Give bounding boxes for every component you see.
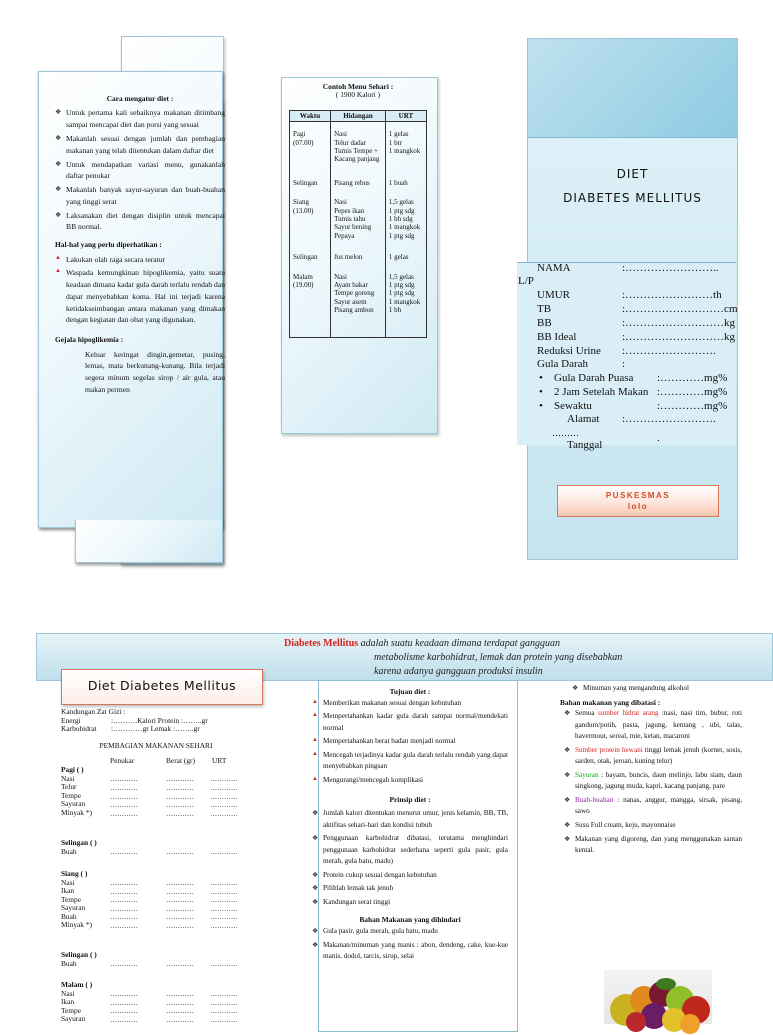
dot-leader: ………… [210, 913, 238, 921]
form-label-bb: BB [537, 317, 552, 329]
form-value-reduksi: :……………………. [622, 345, 716, 357]
fruit-icon [604, 970, 712, 1030]
meal-items: Buah [61, 846, 77, 856]
meal-selingan2 [61, 951, 97, 968]
form-label-reduksi: Reduksi Urine [537, 345, 601, 357]
list-item [564, 745, 742, 768]
list-item: ❖ Untuk mendapatkan variasi menu, gunakanlah daftar penukar [55, 159, 225, 183]
item-text: :nasi, nasi tim, bubur, roti gandum/putih, pasta, jagung, kentang , ubi, talas, havermout, sereal, mie, ketan, macaroni [575, 709, 742, 741]
meal-items: Buah [61, 958, 77, 968]
menu-content [289, 82, 427, 338]
dot-leader: ………… [110, 1007, 138, 1015]
list-item: ▲ Mencegah terjadinya kadar gula darah terlalu rendah yang dapat menyebabkan pingsan [312, 750, 508, 773]
dot-leader: ………… [166, 990, 194, 998]
banner-text1: adalah suatu keadaan dimana terdapat gangguan [358, 638, 560, 649]
hypoglycemia-text: Keluar keringat dingin,gemetar, pusing, lemas, mata berkunang-kunang. Bila terjadi segera minum segelas sirop / air gula, atau makan permen [85, 349, 225, 394]
dot-leader: ………… [166, 888, 194, 896]
dot-leader: ………… [210, 793, 238, 801]
item-text: Semua [575, 709, 598, 718]
form-value-nama: :…………………….. [622, 262, 719, 274]
dot-leader: ………… [210, 896, 238, 904]
dot-leader: ………… [110, 913, 138, 921]
cover-title-dm: DIABETES MELLITUS [563, 191, 702, 205]
dibatasi-content [560, 683, 742, 859]
dot-leader: ………… [166, 810, 194, 818]
table-cell: Nasi Telur dadar Tumis Tempe + Kacang panjang [331, 122, 386, 169]
meal-selingan1 [61, 839, 97, 856]
dot-leader: ………… [110, 896, 138, 904]
form-label-sewaktu: Sewaktu [554, 400, 592, 412]
table-cell: Malam (19.00) [290, 267, 331, 337]
dihindari-heading: Bahan Makanan yang dihindari [359, 915, 461, 925]
col-header-penukar: Penukar [110, 756, 135, 765]
cover-top-band [528, 39, 737, 138]
prinsip-list [312, 808, 508, 908]
table-cell: Jus melon [331, 245, 386, 266]
meal-malam [61, 981, 92, 1024]
karbo-label: Karbohidrat [61, 724, 97, 734]
dot-leader: ………… [210, 922, 238, 930]
dot-leader: ………… [166, 922, 194, 930]
list-item: ❖ Makanlah sesuai dengan jumlah dan pembagian makanan yang telah ditentukan dalam daftar diet [55, 133, 225, 157]
bullet-icon: • [539, 386, 543, 398]
dot-leader: ………… [210, 775, 238, 783]
dot-leader: ………… [110, 848, 138, 856]
item-text: : bayam, buncis, daun melinjo, labu siam, daun singkong, jagung muda, kapri, kacang panjang, pare [575, 770, 742, 791]
form-label-gdp: Gula Darah Puasa [554, 372, 634, 384]
dot-leader: ………… [166, 1016, 194, 1024]
list-item: ❖ Penggunaan karbohidrat dibatasi, terutama menghindari penggunaan karbohidrat sederhana seperti gula pasir, gula merah, gula batu, madu) [312, 833, 508, 868]
list-item [564, 708, 742, 743]
meal-label: Selingan ( ) [61, 838, 97, 847]
puskesmas-badge [557, 485, 719, 517]
dot-leader: ………… [110, 775, 138, 783]
item-text: tinggi lemak jenuh (kornet, sosis, sarden, otak, jeroan, kuning telur) [575, 745, 742, 766]
dot-leader: ………… [166, 784, 194, 792]
table-row [290, 192, 427, 245]
meal-items: Nasi Ikan Tempe Sayuran [61, 988, 86, 1024]
list-item: ❖ Protein cukup sesuai dengan kebutuhan [312, 870, 508, 882]
form-label-alamat: Alamat [567, 413, 600, 425]
dot-leader: ………… [210, 905, 238, 913]
list-item: ❖ Makanan/minuman yang manis : abon, dendeng, cake, kue-kue manis, dodol, tarcis, sirup, selai [312, 940, 508, 963]
section-title: Diet Diabetes Mellitus [61, 669, 263, 705]
dot-leader: ………… [110, 888, 138, 896]
dibatasi-heading: Bahan makanan yang dibatasi : [560, 697, 661, 707]
dot-leader: ………… [110, 879, 138, 887]
list-item: ▲ Mempertahankan berat badan menjadi normal [312, 736, 508, 748]
list-item [564, 795, 742, 818]
form-label-tanggal: Tanggal [567, 439, 603, 451]
nutrition-info [61, 708, 261, 750]
form-value-gula: : [622, 358, 626, 370]
table-cell: 1 gelas 1 btr 1 mangkok [385, 122, 426, 169]
energi-label: Energi [61, 715, 81, 725]
table-cell: Pisang rebus [331, 169, 386, 192]
cover-title-diet: DIET [616, 167, 649, 181]
dot-leader: ………… [210, 999, 238, 1007]
item-highlight: Sumber protein hewani [575, 745, 643, 754]
table-cell: 1,5 gelas 1 ptg sdg 1 bh sdg 1 mangkok 1 ptg sdg [385, 192, 426, 245]
table-cell: 1 gelas [385, 245, 426, 266]
tips-content [55, 93, 225, 396]
table-row [290, 169, 427, 192]
alkohol-list [560, 683, 742, 695]
table-cell: Nasi Pepes ikan Tumis tahu Sayur bening Pepaya [331, 192, 386, 245]
list-item: ❖ Makanan yang digoreng, dan yang menggunakan santan kental. [564, 834, 742, 857]
form-value-tanggal: . [657, 432, 660, 444]
list-item: ❖ Jumlah kalori ditentukan menurut umur, jenis kelamin, BB, TB, aktifitas sehari-hari dan kondisi tubuh [312, 808, 508, 831]
item-highlight: sumber hidrat arang [597, 709, 659, 718]
dot-leader: ………… [110, 784, 138, 792]
meal-pagi [61, 766, 92, 817]
dot-leader: ………… [166, 775, 194, 783]
col-header-hidangan: Hidangan [331, 110, 386, 121]
list-item: ❖ Laksanakan diet dengan disiplin untuk mencapai BB normal. [55, 210, 225, 234]
form-label-gula: Gula Darah [537, 358, 589, 370]
table-row [290, 267, 427, 337]
table-cell: 1 buah [385, 169, 426, 192]
form-value-gd2: :…………mg% [657, 386, 728, 398]
item-highlight: Buah-buahan [575, 795, 614, 804]
dot-leader: ………… [110, 801, 138, 809]
list-item: ❖ Gula pasir, gula merah, gula batu, madu [312, 926, 508, 938]
form-label-tb: TB [537, 303, 552, 315]
energi-value: :……….Kalori Protein :……..gr [111, 715, 208, 725]
dibatasi-list [560, 708, 742, 856]
fruit-image [604, 970, 712, 1024]
menu-subtitle: ( 1900 Kalori ) [335, 90, 381, 99]
karbo-row [61, 725, 261, 734]
dot-leader: ………… [166, 913, 194, 921]
tips-list [55, 107, 225, 233]
dot-leader: ………… [166, 999, 194, 1007]
dot-leader: ………… [210, 1007, 238, 1015]
list-item: ▲ Mempertahankan kadar gula darah sampai normal/mendekati normal [312, 711, 508, 734]
dihindari-list [312, 926, 508, 966]
col-header-urt: URT [212, 756, 227, 765]
dot-leader: ………… [110, 960, 138, 968]
puskesmas-label: PUSKESMAS [605, 491, 671, 500]
tips-heading: Cara mengatur diet : [106, 94, 174, 103]
dot-leader: ………… [110, 905, 138, 913]
meal-items: Nasi Telur Tempe Sayuran Minyak *) [61, 773, 92, 817]
list-item: ❖ Susu Full cream, keju, mayonnaise [564, 820, 742, 832]
form-value-bb: :………………………kg [622, 317, 736, 329]
dot-leader: ………… [166, 879, 194, 887]
dot-leader: ………… [210, 990, 238, 998]
dot-leader: ………… [110, 999, 138, 1007]
dot-leader: ………… [166, 905, 194, 913]
form-label-lp: L/P [518, 275, 534, 287]
list-item: ▲ Mengurangi/mencegah komplikasi [312, 775, 508, 787]
col-header-berat: Berat (gr) [166, 756, 195, 765]
form-value-alamat: :……………………. [622, 413, 716, 425]
list-item: ❖ Untuk pertama kali sebaiknya makanan ditimbang sampai mencapai diet dan porsi yang sesuai [55, 107, 225, 131]
form-value-gdp: :…………mg% [657, 372, 728, 384]
dot-leader: ………… [210, 879, 238, 887]
table-cell: Nasi Ayam bakar Tempe goreng Sayur asem Pisang ambon [331, 267, 386, 337]
tujuan-list [312, 698, 508, 787]
attention-heading: Hal-hal yang perlu diperhatikan : [55, 240, 162, 250]
bullet-icon: • [539, 372, 543, 384]
table-header-row [290, 110, 427, 121]
col-header-urt: URT [385, 110, 426, 121]
dot-leader: ………… [210, 848, 238, 856]
list-item: ▲ Memberikan makanan sesuai dengan kebutuhan [312, 698, 508, 710]
dot-leader: ………… [166, 1007, 194, 1015]
col-header-waktu: Waktu [290, 110, 331, 121]
item-text: : nanas, anggur, mangga, sirsak, pisang, sawo [575, 795, 742, 816]
hypoglycemia-heading: Gejala hipoglikemia : [55, 335, 124, 345]
table-cell: Pagi (07.00) [290, 122, 331, 169]
dot-leader: ………… [166, 960, 194, 968]
form-value-sewaktu: :…………mg% [657, 400, 728, 412]
table-cell: Siang (13.00) [290, 192, 331, 245]
karbo-value: :…………gr Lemak :……..gr [111, 724, 200, 734]
banner-line3: karena adanya gangguan produksi insulin [374, 666, 543, 677]
dot-leader: ………… [210, 888, 238, 896]
tujuan-heading: Tujuan diet : [389, 687, 431, 696]
list-item: ❖ Minuman yang mengandung alkohol [572, 683, 742, 695]
table-cell: 1,5 gelas 1 ptg sdg 1 ptg sdg 1 mangkok 1 bh [385, 267, 426, 337]
form-label-umur: UMUR [537, 289, 571, 301]
dot-leader: ………… [110, 990, 138, 998]
dot-leader: ………… [110, 922, 138, 930]
form-value-bbideal: :………………………kg [622, 331, 736, 343]
pembagian-heading: PEMBAGIAN MAKANAN SEHARI [99, 740, 213, 750]
banner-line1 [284, 638, 560, 649]
form-label-nama: NAMA [537, 262, 571, 274]
table-cell: Selingan [290, 169, 331, 192]
dot-leader: ………… [166, 896, 194, 904]
banner-line2: metabolisme karbohidrat, lemak dan protein yang disebabkan [374, 652, 623, 663]
table-row [290, 245, 427, 266]
menu-title: Contoh Menu Sehari : [322, 82, 394, 91]
menu-table [289, 110, 427, 338]
dot-leader: ………… [210, 801, 238, 809]
form-label-bbideal: BB Ideal [537, 331, 577, 343]
form-label-gd2: 2 Jam Setelah Makan [554, 386, 649, 398]
dot-leader: ………… [110, 810, 138, 818]
dot-leader: ………… [110, 1016, 138, 1024]
form-value-tb: :………………………cm [622, 303, 738, 315]
dot-leader: ………… [210, 810, 238, 818]
dot-leader: ………… [166, 793, 194, 801]
meal-label: Malam ( ) [61, 980, 93, 989]
dot-leader: ………… [166, 848, 194, 856]
list-item: ❖ Pilihlah lemak tak jenuh [312, 883, 508, 895]
list-item: ▲ Lakukan olah raga secara teratur [55, 254, 225, 266]
list-item: ❖ Kandungan serat tinggi [312, 897, 508, 909]
meal-items: Nasi Ikan Tempe Sayuran Buah Minyak *) [61, 877, 92, 930]
meal-siang [61, 870, 92, 930]
kandungan-label: Kandungan Zat Gizi : [61, 707, 126, 716]
form-dots-line: ……… [552, 428, 579, 438]
banner-keyword: Diabetes Mellitus [284, 638, 359, 649]
meal-label: Selingan ( ) [61, 950, 97, 959]
table-row [290, 122, 427, 169]
meal-label: Siang ( ) [61, 869, 88, 878]
list-item [564, 770, 742, 793]
table-cell: Selingan [290, 245, 331, 266]
tujuan-content [312, 686, 508, 966]
dot-leader: ………… [210, 960, 238, 968]
dot-leader: ………… [210, 1016, 238, 1024]
bullet-icon: • [539, 400, 543, 412]
form-value-umur: :……………………th [622, 289, 722, 301]
list-item: ▲ Waspada kemungkinan hipoglikemia, yaitu suatu keadaan dimana kadar gula darah terlalu rendah dan dapat menyebabkan koma. Hal ini terjadi karena ketidakseimbangan antara makanan yang dimakan dengan kegiatan dan obat yang digunakan. [55, 267, 225, 326]
meal-label: Pagi ( ) [61, 765, 84, 774]
attention-list [55, 254, 225, 327]
puskesmas-sub: lolo [627, 502, 649, 511]
dot-leader: ………… [166, 801, 194, 809]
prinsip-heading: Prinsip diet : [389, 795, 431, 805]
list-item: ❖ Makanlah banyak sayur-sayuran dan buah-buahan yang tinggi serat [55, 184, 225, 208]
dot-leader: ………… [210, 784, 238, 792]
item-highlight: Sayuran [575, 770, 599, 779]
dot-leader: ………… [110, 793, 138, 801]
tips-card-bottom [75, 520, 223, 563]
